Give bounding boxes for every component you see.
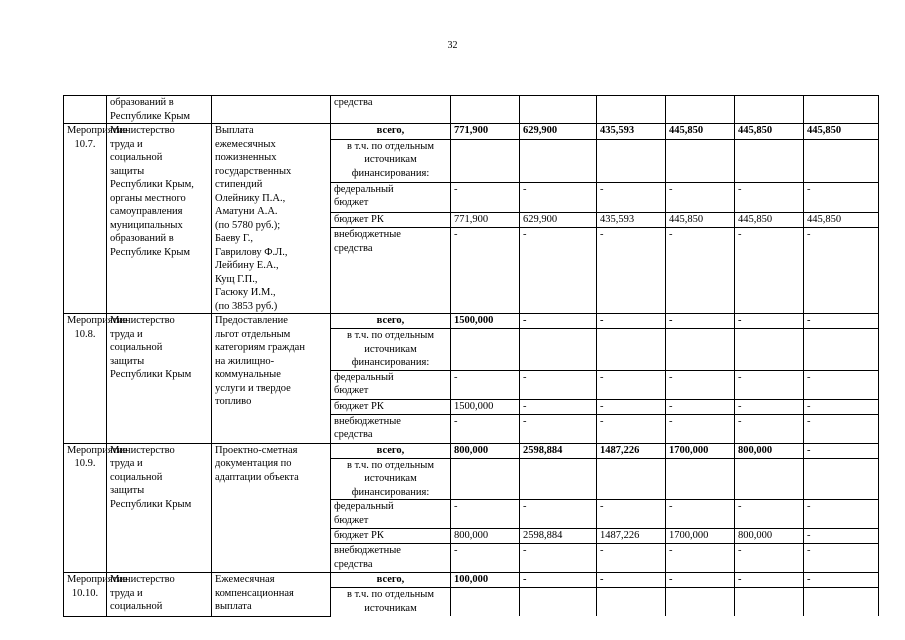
amount-cell: 800,000 — [735, 443, 804, 458]
category-cell — [331, 370, 451, 399]
amount-cell: - — [666, 370, 735, 399]
amount-cell: - — [804, 544, 879, 573]
description-cell — [212, 573, 331, 617]
amount-cell: - — [520, 370, 597, 399]
category-cell — [331, 414, 451, 443]
amount-cell — [520, 458, 597, 500]
text-line: финансирования: — [351, 357, 430, 368]
text-line: 10.8. — [74, 328, 96, 340]
amount-cell: - — [804, 573, 879, 588]
text-line: средства — [334, 429, 373, 440]
amount-cell — [735, 139, 804, 182]
amount-cell — [804, 329, 879, 371]
amount-cell: - — [597, 228, 666, 314]
category-cell: всего, — [331, 314, 451, 329]
text-line: социальной — [110, 342, 163, 353]
amount-cell: - — [666, 228, 735, 314]
text-line: Лейбину Е.А., — [215, 260, 279, 271]
measure-cell — [64, 96, 107, 124]
amount-cell: - — [597, 314, 666, 329]
category-cell: средства — [331, 96, 451, 124]
amount-cell: - — [597, 573, 666, 588]
category-cell — [331, 544, 451, 573]
text-line: 10.10. — [71, 587, 99, 599]
amount-cell: - — [520, 182, 597, 212]
text-line: в т.ч. по отдельным — [347, 589, 434, 600]
amount-cell — [666, 96, 735, 124]
text-line: федеральный — [334, 501, 394, 512]
amount-cell: - — [735, 182, 804, 212]
amount-cell — [451, 588, 520, 617]
text-line: самоуправления — [110, 206, 183, 217]
amount-cell — [597, 329, 666, 371]
amount-cell: - — [735, 399, 804, 414]
table-body — [64, 96, 879, 617]
text-line: государственных — [215, 165, 292, 177]
text-line: на жилищно- — [215, 355, 275, 367]
text-line: социальной — [110, 601, 163, 612]
text-line: пожизненных — [215, 152, 277, 163]
amount-cell: 1700,000 — [666, 443, 735, 458]
text-line: Республике Крым — [110, 246, 191, 258]
amount-cell — [804, 139, 879, 182]
amount-cell: - — [804, 314, 879, 329]
text-line: Мероприятие — [67, 574, 128, 585]
amount-cell: - — [597, 399, 666, 414]
text-line: муниципальных — [110, 219, 183, 231]
amount-cell: - — [804, 443, 879, 458]
amount-cell: 800,000 — [735, 529, 804, 544]
text-line: (по 3853 руб.) — [215, 300, 278, 312]
amount-cell: 445,850 — [804, 212, 879, 228]
amount-cell: - — [804, 228, 879, 314]
amount-cell: - — [451, 544, 520, 573]
amount-cell: - — [666, 573, 735, 588]
text-line: выплата — [215, 601, 252, 612]
text-line: финансирования: — [351, 167, 430, 179]
text-line: федеральный — [334, 371, 394, 383]
amount-cell — [735, 458, 804, 500]
amount-cell: - — [451, 370, 520, 399]
text-line: Проектно-сметная — [215, 444, 298, 456]
category-cell — [331, 228, 451, 314]
text-line: внебюджетные — [334, 545, 401, 556]
amount-cell — [804, 96, 879, 124]
text-line: категориям граждан — [215, 342, 305, 353]
amount-cell — [597, 139, 666, 182]
text-line: внебюджетные — [334, 229, 401, 241]
text-line: в т.ч. по отдельным — [347, 140, 434, 152]
text-line: защиты — [110, 485, 145, 496]
amount-cell: 771,900 — [451, 212, 520, 228]
text-line: Министерство — [110, 444, 175, 456]
text-line: адаптации объекта — [215, 471, 299, 483]
text-line: труда и — [110, 587, 143, 599]
amount-cell — [451, 96, 520, 124]
category-cell — [331, 458, 451, 500]
category-cell — [331, 139, 451, 182]
table-row-total — [64, 314, 879, 329]
executor-cell — [107, 573, 212, 617]
text-line: бюджет — [334, 385, 369, 396]
text-line: ежемесячных — [215, 138, 276, 150]
amount-cell: - — [735, 573, 804, 588]
amount-cell: - — [735, 228, 804, 314]
amount-cell: - — [597, 370, 666, 399]
amount-cell: 1700,000 — [666, 529, 735, 544]
amount-cell: 1500,000 — [451, 314, 520, 329]
amount-cell — [666, 139, 735, 182]
amount-cell — [597, 588, 666, 617]
amount-cell: - — [666, 414, 735, 443]
table-row-total — [64, 573, 879, 588]
amount-cell: - — [597, 414, 666, 443]
text-line: Предоставление — [215, 315, 288, 326]
amount-cell — [666, 329, 735, 371]
text-line: бюджет — [334, 197, 369, 208]
executor-cell — [107, 96, 212, 124]
description-cell — [212, 314, 331, 444]
amount-cell: - — [666, 500, 735, 529]
amount-cell: - — [666, 544, 735, 573]
text-line: средства — [334, 558, 373, 570]
executor-cell — [107, 443, 212, 573]
amount-cell: 435,593 — [597, 212, 666, 228]
amount-cell: - — [520, 414, 597, 443]
amount-cell: - — [597, 544, 666, 573]
text-line: документация по — [215, 458, 292, 469]
text-line: внебюджетные — [334, 415, 401, 427]
text-line: средства — [334, 242, 373, 254]
category-cell: всего, — [331, 124, 451, 140]
executor-cell — [107, 124, 212, 314]
amount-cell: - — [804, 370, 879, 399]
amount-cell: - — [597, 500, 666, 529]
amount-cell: - — [735, 370, 804, 399]
amount-cell: - — [735, 544, 804, 573]
text-line: Кущ Г.П., — [215, 273, 258, 285]
text-line: источникам — [364, 602, 417, 614]
text-line: органы местного — [110, 192, 186, 204]
text-line: в т.ч. по отдельным — [347, 330, 434, 341]
text-line: федеральный — [334, 183, 394, 195]
amount-cell: 1487,226 — [597, 529, 666, 544]
text-line: финансирования: — [351, 486, 430, 498]
category-cell — [331, 329, 451, 371]
category-cell: всего, — [331, 443, 451, 458]
amount-cell — [451, 139, 520, 182]
amount-cell: 445,850 — [735, 124, 804, 140]
amount-cell: 771,900 — [451, 124, 520, 140]
amount-cell: - — [804, 399, 879, 414]
amount-cell: - — [804, 529, 879, 544]
amount-cell: - — [735, 500, 804, 529]
text-line: социальной — [110, 471, 163, 483]
text-line: Республики Крым, — [110, 179, 194, 190]
text-line: коммунальные — [215, 369, 281, 380]
amount-cell: 445,850 — [666, 212, 735, 228]
text-line: Министерство — [110, 574, 175, 585]
text-line: бюджет — [334, 514, 369, 526]
text-line: (по 5780 руб.); — [215, 219, 281, 231]
amount-cell: - — [804, 500, 879, 529]
amount-cell — [666, 588, 735, 617]
amount-cell: 445,850 — [804, 124, 879, 140]
text-line: труда и — [110, 328, 143, 340]
text-line: Республики Крым — [110, 369, 192, 380]
category-cell — [331, 182, 451, 212]
amount-cell: 435,593 — [597, 124, 666, 140]
amount-cell: 100,000 — [451, 573, 520, 588]
table-row-total — [64, 443, 879, 458]
text-line: Республике Крым — [110, 110, 191, 122]
category-cell: всего, — [331, 573, 451, 588]
executor-cell — [107, 314, 212, 444]
amount-cell — [451, 458, 520, 500]
text-line: Республики Крым — [110, 498, 192, 510]
amount-cell: 1500,000 — [451, 399, 520, 414]
text-line: стипендий — [215, 179, 263, 190]
description-cell — [212, 124, 331, 314]
category-cell — [331, 500, 451, 529]
amount-cell: 800,000 — [451, 529, 520, 544]
amount-cell: 2598,884 — [520, 443, 597, 458]
amount-cell: 629,900 — [520, 124, 597, 140]
amount-cell — [804, 458, 879, 500]
amount-cell: - — [804, 182, 879, 212]
text-line: Министерство — [110, 125, 175, 136]
amount-cell — [520, 588, 597, 617]
amount-cell: - — [597, 182, 666, 212]
text-line: компенсационная — [215, 587, 294, 599]
amount-cell — [735, 588, 804, 617]
text-line: Мероприятие — [67, 444, 128, 456]
text-line: труда и — [110, 458, 143, 469]
text-line: образований в — [110, 233, 174, 244]
table-row-continuation — [64, 96, 879, 124]
amount-cell: 629,900 — [520, 212, 597, 228]
text-line: Олейнику П.А., — [215, 192, 286, 204]
text-line: социальной — [110, 152, 163, 163]
amount-cell: - — [451, 500, 520, 529]
category-cell: бюджет РК — [331, 399, 451, 414]
amount-cell: - — [520, 500, 597, 529]
table-row-total — [64, 124, 879, 140]
text-line: топливо — [215, 396, 252, 407]
text-line: услуги и твердое — [215, 382, 291, 394]
amount-cell — [451, 329, 520, 371]
text-line: Министерство — [110, 315, 175, 326]
amount-cell: - — [735, 314, 804, 329]
text-line: защиты — [110, 165, 145, 177]
text-line: Мероприятие — [67, 315, 128, 326]
funding-table — [63, 95, 879, 617]
text-line: льгот отдельным — [215, 328, 291, 340]
amount-cell: - — [520, 544, 597, 573]
amount-cell — [666, 458, 735, 500]
amount-cell — [520, 329, 597, 371]
text-line: защиты — [110, 355, 145, 367]
description-cell — [212, 443, 331, 573]
amount-cell — [520, 139, 597, 182]
amount-cell: - — [666, 399, 735, 414]
text-line: источникам — [364, 343, 417, 355]
amount-cell: - — [451, 414, 520, 443]
amount-cell — [597, 458, 666, 500]
amount-cell: - — [520, 573, 597, 588]
amount-cell: 445,850 — [666, 124, 735, 140]
amount-cell: - — [520, 228, 597, 314]
text-line: образований в — [110, 97, 174, 108]
amount-cell: - — [451, 228, 520, 314]
text-line: Выплата — [215, 125, 254, 136]
amount-cell: - — [666, 314, 735, 329]
amount-cell — [804, 588, 879, 617]
amount-cell: - — [735, 414, 804, 443]
amount-cell: - — [451, 182, 520, 212]
text-line: Ежемесячная — [215, 574, 275, 585]
text-line: Гаврилову Ф.Л., — [215, 246, 288, 258]
text-line: Баеву Г., — [215, 233, 253, 244]
page-number: 32 — [447, 40, 458, 51]
amount-cell: - — [804, 414, 879, 443]
category-cell: бюджет РК — [331, 212, 451, 228]
category-cell — [331, 588, 451, 617]
amount-cell: 2598,884 — [520, 529, 597, 544]
amount-cell — [520, 96, 597, 124]
description-cell — [212, 96, 331, 124]
amount-cell: 445,850 — [735, 212, 804, 228]
text-line: Гасюку И.М., — [215, 287, 276, 298]
amount-cell: - — [520, 314, 597, 329]
amount-cell — [735, 96, 804, 124]
text-line: 10.7. — [74, 138, 96, 150]
amount-cell — [597, 96, 666, 124]
amount-cell — [735, 329, 804, 371]
amount-cell: 1487,226 — [597, 443, 666, 458]
amount-cell: - — [520, 399, 597, 414]
text-line: 10.9. — [74, 458, 96, 469]
amount-cell: - — [666, 182, 735, 212]
amount-cell: 800,000 — [451, 443, 520, 458]
text-line: в т.ч. по отдельным — [347, 459, 434, 471]
text-line: источникам — [364, 473, 417, 484]
text-line: источникам — [364, 154, 417, 166]
text-line: Аматуни А.А. — [215, 206, 278, 217]
category-cell: бюджет РК — [331, 529, 451, 544]
text-line: Мероприятие — [67, 125, 128, 136]
text-line: труда и — [110, 138, 143, 150]
